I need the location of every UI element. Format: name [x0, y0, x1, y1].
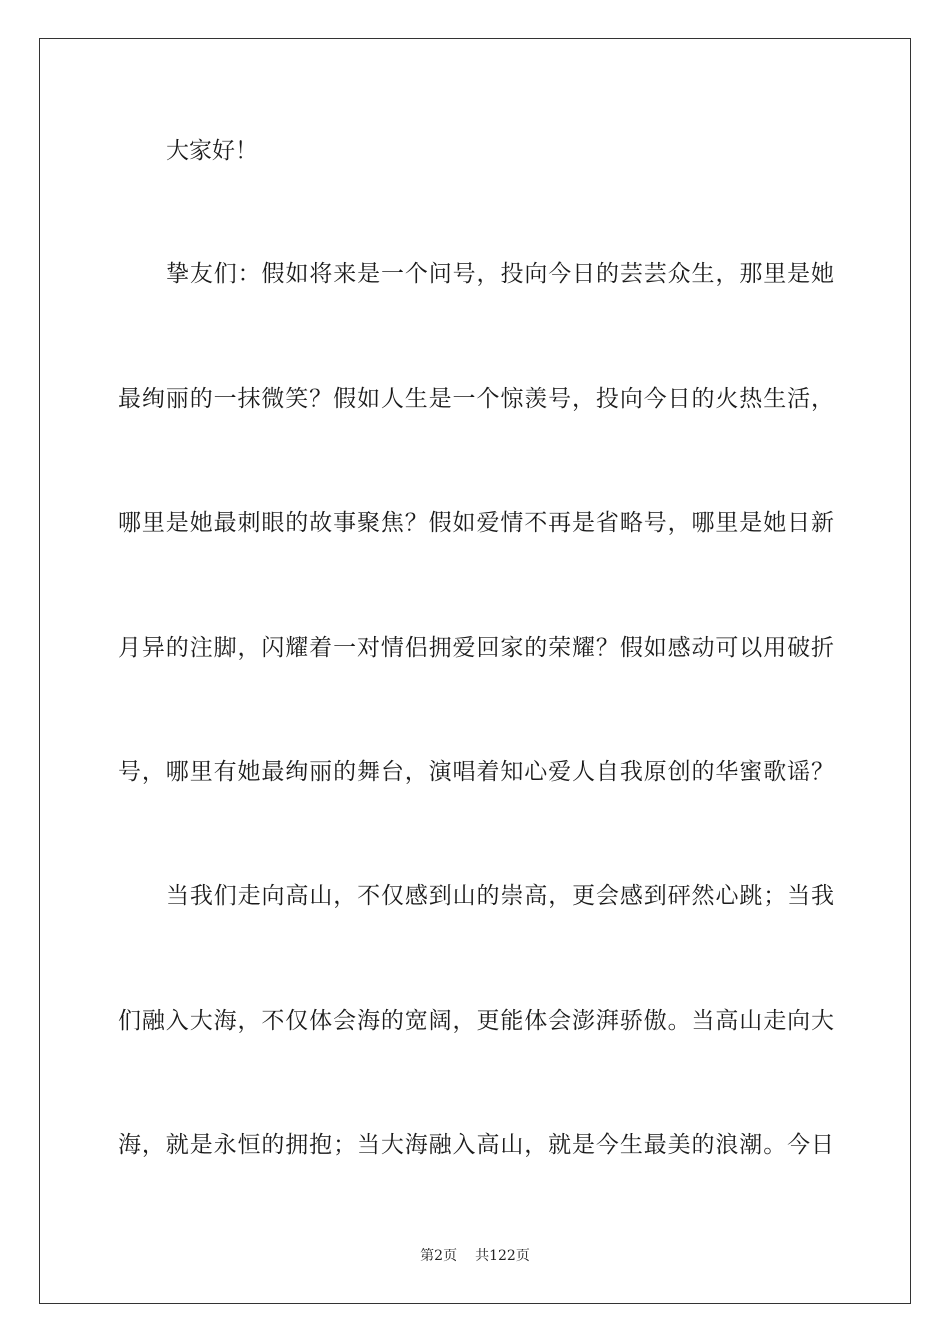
page-total: 共122页 [475, 1248, 530, 1264]
paragraph-1-line-5: 号，哪里有她最绚丽的舞台，演唱着知心爱人自我原创的华蜜歌谣？ [118, 759, 834, 785]
paragraph-1-line-1: 挚友们：假如将来是一个问号，投向今日的芸芸众生，那里是她 [166, 261, 834, 287]
page-frame [39, 38, 911, 1304]
paragraph-2-line-1: 当我们走向高山，不仅感到山的崇高，更会感到砰然心跳；当我 [166, 883, 834, 909]
paragraph-2-line-2: 们融入大海，不仅体会海的宽阔，更能体会澎湃骄傲。当高山走向大 [118, 1008, 834, 1034]
paragraph-2-line-3: 海，就是永恒的拥抱；当大海融入高山，就是今生最美的浪潮。今日 [118, 1132, 834, 1158]
page-footer [0, 1246, 950, 1266]
paragraph-1-line-2: 最绚丽的一抹微笑？假如人生是一个惊羡号，投向今日的火热生活， [118, 386, 834, 412]
paragraph-1-line-4: 月异的注脚，闪耀着一对情侣拥爱回家的荣耀？假如感动可以用破折 [118, 635, 834, 661]
paragraph-1-line-3: 哪里是她最刺眼的故事聚焦？假如爱情不再是省略号，哪里是她日新 [118, 510, 834, 536]
page-number: 第2页 [420, 1248, 458, 1264]
greeting-line: 大家好！ [166, 138, 258, 164]
